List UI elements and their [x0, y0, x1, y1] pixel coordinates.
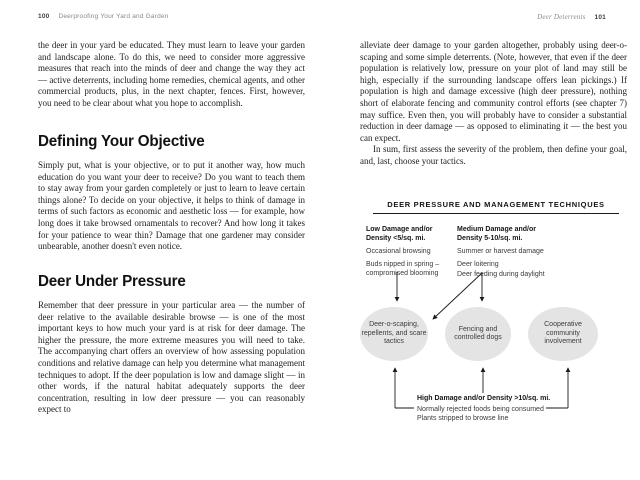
- left-running-header: [38, 13, 169, 20]
- section-body-deer-under-pressure: [38, 300, 305, 416]
- high-pressure-block: [417, 394, 550, 423]
- section-body-defining-your-objective: [38, 160, 305, 253]
- high-pressure-item: Normally rejected foods being consumed: [417, 405, 544, 413]
- tactic-label-fencing: Fencing and controlled dogs: [454, 325, 502, 341]
- medium-pressure-item: Deer loitering: [457, 261, 499, 268]
- medium-pressure-item: Summer or harvest damage: [457, 248, 544, 255]
- low-pressure-label: Low Damage and/or Density <5/sq. mi.: [366, 226, 433, 242]
- tactic-label-deer-o-scaping: Deer-o-scaping, repellents, and scare tactics: [361, 321, 427, 346]
- section-heading-defining-your-objective: Defining Your Objective: [38, 133, 205, 150]
- left-intro-paragraph: [38, 40, 305, 110]
- right-running-title: Deer Deterrents: [537, 13, 586, 21]
- high-pressure-label: High Damage and/or Density >10/sq. mi.: [417, 395, 551, 402]
- medium-pressure-item: Deer feeding during daylight: [457, 270, 545, 278]
- medium-pressure-label: Medium Damage and/or Density 5-10/sq. mi.: [457, 226, 536, 242]
- high-pressure-item: Plants stripped to browse line: [417, 414, 509, 422]
- right-running-header: [360, 13, 606, 21]
- low-pressure-item: Occasional browsing: [366, 248, 431, 255]
- section-heading-deer-under-pressure: Deer Under Pressure: [38, 273, 186, 290]
- paragraph: the deer in your yard be educated. They must learn to leave your garden and landscape alone. To do this, we need to consider more aggressive measures that reach into the minds of deer and change the way they act — active deterrents, including home remedies, chemical agents, and other commercial products, plus, in the next chapter, fences. First, however, you need to be clear about what you hope to accomplish.: [38, 40, 305, 108]
- right-text-column: [360, 40, 627, 168]
- paragraph: alleviate deer damage to your garden altogether, probably using deer-o-scaping and some simple deterrents. (Note, however, that even if the deer population is relatively low, pressure on your plot of land may still be high, especially if the surrounding landscape offers lean pickings.) If population is high and damage excessive (high deer pressure), nothing short of elaborate fencing and community control efforts (see chapter 7) may suffice. Even then, you will probably have to consider a substantial reduction in deer damage — as opposed to eliminating it — the best you can expect.: [360, 40, 627, 143]
- paragraph: Remember that deer pressure in your particular area — the number of deer relative to the available desirable browse — is one of the most important keys to how much your yard is at risk for deer damage. The higher the pressure, the more extreme measures you will need to take. The accompanying chart offers an overview of how assessing population conditions and relative damage can help you determine what management techniques to adopt. If the deer population is low and damage slight — in other words, if the natural habitat adequately supports the deer concentration, resulting in low deer pressure — you can reasonably expect to: [38, 300, 305, 415]
- left-page-number: 100: [38, 13, 50, 20]
- left-running-title: Deerproofing Your Yard and Garden: [58, 13, 169, 20]
- diagram-title: DEER PRESSURE AND MANAGEMENT TECHNIQUES: [387, 200, 605, 209]
- low-pressure-item: Buds nipped in spring – compromised blooming: [366, 261, 440, 277]
- right-page-number: 101: [594, 14, 606, 21]
- tactic-label-cooperative: Cooperative community involvement: [544, 321, 582, 346]
- deer-pressure-diagram: [360, 196, 632, 440]
- paragraph: In sum, first assess the severity of the problem, then define your goal, and, last, choose your tactics.: [360, 144, 627, 166]
- paragraph: Simply put, what is your objective, or to put it another way, how much education do you want your deer to receive? Do you want to teach them to stay away from your garden completely or just to learn to leave certain things alone? To decide on your objective, it helps to think of damage in terms of such factors as economic and aesthetic loss — for example, how long does it take browsed ornamentals to recover? And how long it takes for your patience to wear thin? Damage that one gardener may consider unbearable, another doesn't even notice.: [38, 160, 305, 252]
